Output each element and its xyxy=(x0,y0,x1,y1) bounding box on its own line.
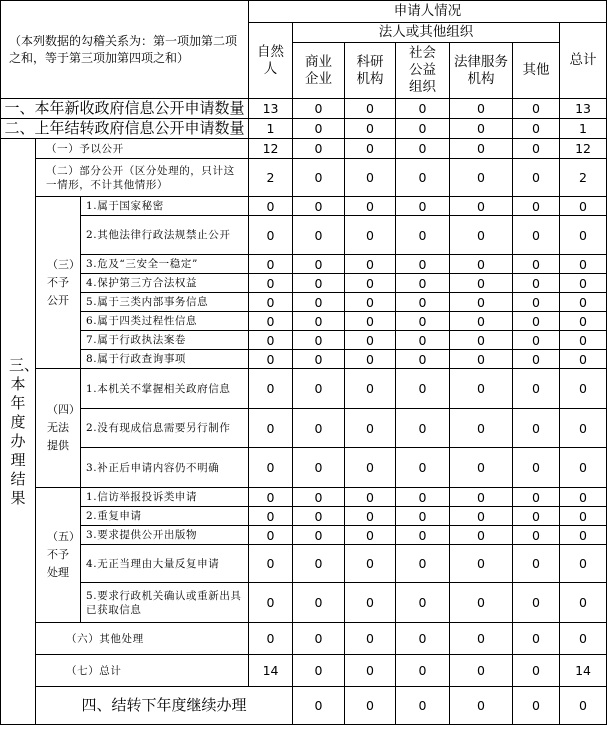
cell-value: 0 xyxy=(560,526,607,545)
cell-value: 0 xyxy=(450,545,513,583)
cell-value: 0 xyxy=(513,507,560,526)
cell-value: 0 xyxy=(293,331,345,350)
cell-value: 14 xyxy=(249,655,293,687)
cell-value: 0 xyxy=(293,255,345,274)
cell-value: 0 xyxy=(450,488,513,507)
cell-value: 0 xyxy=(513,293,560,312)
cell-value: 0 xyxy=(396,159,450,197)
cell-value: 0 xyxy=(513,159,560,197)
group-label-cannot-provide: （四）无法提供 xyxy=(36,369,81,488)
cell-value: 0 xyxy=(450,448,513,488)
cell-value: 0 xyxy=(513,255,560,274)
table-row xyxy=(1,255,607,274)
cell-value: 0 xyxy=(450,159,513,197)
legal-person-header: 法人或其他组织 xyxy=(293,23,560,43)
row-label: 1.属于国家秘密 xyxy=(81,197,249,216)
row-label: 2.其他法律行政法规禁止公开 xyxy=(81,216,249,255)
table-row xyxy=(1,139,607,159)
cell-value: 0 xyxy=(560,507,607,526)
cell-value: 0 xyxy=(396,655,450,687)
cell-value: 0 xyxy=(560,545,607,583)
cell-value: 0 xyxy=(249,255,293,274)
row-label: 1.信访举报投诉类申请 xyxy=(81,488,249,507)
cell-value: 0 xyxy=(560,331,607,350)
cell-value: 1 xyxy=(560,119,607,139)
cell-value: 13 xyxy=(249,99,293,119)
cell-value: 0 xyxy=(450,197,513,216)
cell-value: 0 xyxy=(345,583,396,623)
cell-value: 0 xyxy=(513,488,560,507)
table-row xyxy=(1,350,607,369)
cell-value: 0 xyxy=(293,687,345,725)
column-header-business: 商业企业 xyxy=(293,43,345,99)
cell-value: 0 xyxy=(396,99,450,119)
row-label: 2.重复申请 xyxy=(81,507,249,526)
cell-value: 0 xyxy=(249,507,293,526)
row-label: 3.要求提供公开出版物 xyxy=(81,526,249,545)
cell-value: 0 xyxy=(345,526,396,545)
cell-value: 0 xyxy=(345,545,396,583)
cell-value: 0 xyxy=(513,448,560,488)
cell-value: 0 xyxy=(345,119,396,139)
cell-value: 0 xyxy=(450,409,513,448)
total-header: 总计 xyxy=(560,23,607,99)
cell-value: 0 xyxy=(345,623,396,655)
cell-value: 0 xyxy=(396,274,450,293)
table-row xyxy=(1,369,607,409)
row-label: 5.要求行政机关确认或重新出具已获取信息 xyxy=(81,583,249,623)
cell-value: 0 xyxy=(560,369,607,409)
table-row xyxy=(1,488,607,507)
cell-value: 0 xyxy=(249,197,293,216)
cell-value: 0 xyxy=(513,197,560,216)
cell-value: 0 xyxy=(396,369,450,409)
cell-value: 0 xyxy=(293,623,345,655)
row-label: 7.属于行政执法案卷 xyxy=(81,331,249,350)
cell-value: 0 xyxy=(560,448,607,488)
cell-value: 0 xyxy=(345,488,396,507)
cell-value: 0 xyxy=(293,216,345,255)
applicant-situation-header: 申请人情况 xyxy=(249,1,607,23)
table-row xyxy=(1,159,607,197)
table-row xyxy=(1,293,607,312)
row-label: 4.无正当理由大量反复申请 xyxy=(81,545,249,583)
cell-value: 0 xyxy=(450,507,513,526)
cell-value: 0 xyxy=(293,274,345,293)
cell-value: 0 xyxy=(450,369,513,409)
cell-value: 0 xyxy=(450,583,513,623)
row-carry-label: 二、上年结转政府信息公开申请数量 xyxy=(1,119,249,139)
cell-value: 0 xyxy=(293,159,345,197)
table-row xyxy=(1,687,607,725)
cell-value: 0 xyxy=(560,274,607,293)
cell-value: 0 xyxy=(560,255,607,274)
cell-value: 0 xyxy=(249,545,293,583)
cell-value: 0 xyxy=(396,488,450,507)
natural-person-header: 自然人 xyxy=(249,23,293,99)
cell-value: 0 xyxy=(345,369,396,409)
cell-value: 0 xyxy=(450,99,513,119)
cell-value: 0 xyxy=(450,312,513,331)
group-label-not-processed: （五）不予处理 xyxy=(36,488,81,623)
cell-value: 0 xyxy=(293,488,345,507)
cell-value: 0 xyxy=(560,409,607,448)
cell-value: 0 xyxy=(396,448,450,488)
table-row xyxy=(1,409,607,448)
cell-value: 0 xyxy=(249,216,293,255)
cell-value: 0 xyxy=(513,119,560,139)
cell-value: 0 xyxy=(450,139,513,159)
cell-value: 0 xyxy=(450,255,513,274)
cell-value: 0 xyxy=(396,312,450,331)
cell-value: 0 xyxy=(513,216,560,255)
cell-value: 0 xyxy=(513,623,560,655)
cell-value: 0 xyxy=(450,687,513,725)
cell-value: 0 xyxy=(513,312,560,331)
header-caption: （本列数据的勾稽关系为：第一项加第二项之和，等于第三项加第四项之和） xyxy=(1,1,249,99)
cell-value: 0 xyxy=(293,293,345,312)
cell-value: 0 xyxy=(249,369,293,409)
cell-value: 0 xyxy=(293,99,345,119)
cell-value: 0 xyxy=(560,197,607,216)
cell-value: 0 xyxy=(513,99,560,119)
cell-value: 0 xyxy=(345,448,396,488)
cell-value: 0 xyxy=(249,312,293,331)
table-row xyxy=(1,197,607,216)
cell-value: 0 xyxy=(396,409,450,448)
cell-value: 0 xyxy=(450,119,513,139)
row-new-label: 一、本年新收政府信息公开申请数量 xyxy=(1,99,249,119)
cell-value: 0 xyxy=(249,448,293,488)
cell-value: 0 xyxy=(249,350,293,369)
cell-value: 0 xyxy=(560,312,607,331)
cell-value: 0 xyxy=(396,623,450,655)
cell-value: 0 xyxy=(450,526,513,545)
cell-value: 2 xyxy=(249,159,293,197)
cell-value: 0 xyxy=(396,687,450,725)
cell-value: 0 xyxy=(293,655,345,687)
cell-value: 0 xyxy=(293,545,345,583)
cell-value: 0 xyxy=(450,655,513,687)
cell-value: 0 xyxy=(293,526,345,545)
row-label: （二）部分公开（区分处理的，只计这一情形，不计其他情形） xyxy=(36,159,249,197)
cell-value: 0 xyxy=(249,409,293,448)
cell-value: 0 xyxy=(345,99,396,119)
cell-value: 0 xyxy=(345,655,396,687)
cell-value: 0 xyxy=(293,139,345,159)
cell-value: 0 xyxy=(396,216,450,255)
table-row xyxy=(1,312,607,331)
cell-value: 0 xyxy=(345,197,396,216)
cell-value: 0 xyxy=(345,312,396,331)
cell-value: 0 xyxy=(513,583,560,623)
cell-value: 0 xyxy=(513,274,560,293)
cell-value: 0 xyxy=(513,545,560,583)
group-label-not-disclosed: （三）不予公开 xyxy=(36,197,81,369)
cell-value: 0 xyxy=(293,312,345,331)
row-label: （七）总计 xyxy=(36,655,249,687)
row-label: 3.危及“三安全一稳定” xyxy=(81,255,249,274)
table-row xyxy=(1,655,607,687)
column-header-public-welfare: 社会公益组织 xyxy=(396,43,450,99)
cell-value: 0 xyxy=(345,274,396,293)
table-row xyxy=(1,99,607,119)
table-row xyxy=(1,583,607,623)
table-row xyxy=(1,119,607,139)
cell-value: 0 xyxy=(396,139,450,159)
cell-value: 0 xyxy=(560,488,607,507)
cell-value: 0 xyxy=(513,139,560,159)
table-row xyxy=(1,507,607,526)
cell-value: 0 xyxy=(249,488,293,507)
row-label: （六）其他处理 xyxy=(36,623,249,655)
row-label: （一）予以公开 xyxy=(36,139,249,159)
cell-value: 0 xyxy=(293,409,345,448)
row-label: 5.属于三类内部事务信息 xyxy=(81,293,249,312)
cell-value: 2 xyxy=(560,159,607,197)
cell-value: 0 xyxy=(345,216,396,255)
table-row xyxy=(1,216,607,255)
cell-value: 0 xyxy=(396,350,450,369)
cell-value: 0 xyxy=(345,255,396,274)
cell-value: 0 xyxy=(513,655,560,687)
cell-value: 0 xyxy=(450,274,513,293)
cell-value: 0 xyxy=(513,350,560,369)
cell-value: 0 xyxy=(345,409,396,448)
cell-value: 0 xyxy=(396,197,450,216)
cell-value: 0 xyxy=(450,350,513,369)
cell-value: 1 xyxy=(249,119,293,139)
cell-value: 0 xyxy=(249,583,293,623)
cell-value: 0 xyxy=(513,526,560,545)
cell-value: 0 xyxy=(293,507,345,526)
cell-value: 0 xyxy=(396,507,450,526)
cell-value: 0 xyxy=(560,583,607,623)
cell-value: 12 xyxy=(249,139,293,159)
column-header-legal-service: 法律服务机构 xyxy=(450,43,513,99)
cell-value: 0 xyxy=(249,274,293,293)
cell-value: 0 xyxy=(513,687,560,725)
table-row xyxy=(1,448,607,488)
cell-value: 0 xyxy=(450,216,513,255)
cell-value: 0 xyxy=(560,623,607,655)
cell-value: 0 xyxy=(450,623,513,655)
cell-value: 0 xyxy=(513,369,560,409)
cell-value: 0 xyxy=(293,448,345,488)
section3-label: 三、本年度办理结果 xyxy=(1,139,36,725)
cell-value: 12 xyxy=(560,139,607,159)
cell-value: 0 xyxy=(249,293,293,312)
cell-value: 0 xyxy=(396,255,450,274)
cell-value: 0 xyxy=(293,197,345,216)
row-label: 4.保护第三方合法权益 xyxy=(81,274,249,293)
cell-value: 0 xyxy=(293,369,345,409)
table-row xyxy=(1,526,607,545)
row-next-label: 四、结转下年度继续办理 xyxy=(36,687,293,725)
cell-value: 13 xyxy=(560,99,607,119)
table-row xyxy=(1,545,607,583)
row-label: 8.属于行政查询事项 xyxy=(81,350,249,369)
cell-value: 0 xyxy=(560,293,607,312)
table-row xyxy=(1,274,607,293)
column-header-other: 其他 xyxy=(513,43,560,99)
cell-value: 0 xyxy=(293,350,345,369)
cell-value: 0 xyxy=(396,526,450,545)
column-header-research: 科研机构 xyxy=(345,43,396,99)
cell-value: 0 xyxy=(560,216,607,255)
cell-value: 0 xyxy=(345,293,396,312)
cell-value: 0 xyxy=(396,545,450,583)
cell-value: 0 xyxy=(450,331,513,350)
cell-value: 0 xyxy=(396,119,450,139)
cell-value: 0 xyxy=(345,139,396,159)
table-row xyxy=(1,331,607,350)
cell-value: 0 xyxy=(396,583,450,623)
cell-value: 0 xyxy=(513,409,560,448)
cell-value: 0 xyxy=(345,507,396,526)
cell-value: 0 xyxy=(249,331,293,350)
cell-value: 0 xyxy=(345,687,396,725)
cell-value: 0 xyxy=(249,623,293,655)
row-label: 2.没有现成信息需要另行制作 xyxy=(81,409,249,448)
cell-value: 0 xyxy=(396,293,450,312)
row-label: 3.补正后申请内容仍不明确 xyxy=(81,448,249,488)
cell-value: 0 xyxy=(293,119,345,139)
cell-value: 0 xyxy=(345,350,396,369)
cell-value: 14 xyxy=(560,655,607,687)
cell-value: 0 xyxy=(513,331,560,350)
row-label: 6.属于四类过程性信息 xyxy=(81,312,249,331)
cell-value: 0 xyxy=(249,526,293,545)
cell-value: 0 xyxy=(560,350,607,369)
cell-value: 0 xyxy=(396,331,450,350)
cell-value: 0 xyxy=(345,159,396,197)
table-row xyxy=(1,623,607,655)
cell-value: 0 xyxy=(450,293,513,312)
cell-value: 0 xyxy=(293,583,345,623)
row-label: 1.本机关不掌握相关政府信息 xyxy=(81,369,249,409)
cell-value: 0 xyxy=(560,687,607,725)
cell-value: 0 xyxy=(345,331,396,350)
